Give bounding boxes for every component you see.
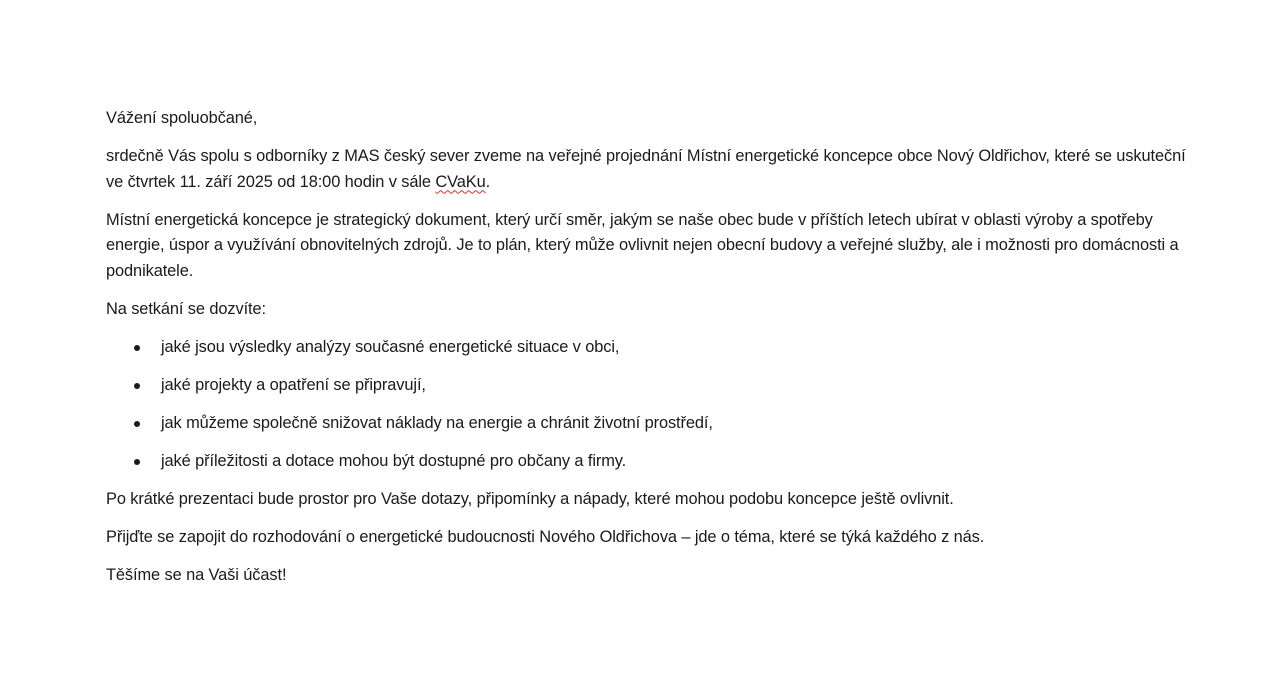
list-item-text: jak můžeme společně snižovat náklady na energie a chránit životní prostředí,	[161, 413, 713, 432]
bullet-icon	[134, 345, 140, 351]
closing-paragraph: Těšíme se na Vaši účast!	[106, 565, 287, 584]
spellcheck-flagged-word[interactable]: CVaKu	[435, 172, 486, 191]
bullet-icon	[134, 421, 140, 427]
bullet-icon	[134, 459, 140, 465]
intro-end: .	[485, 172, 491, 191]
greeting-paragraph: Vážení spoluobčané,	[106, 109, 258, 127]
list-item-text: jaké jsou výsledky analýzy současné energetické situace v obci,	[161, 337, 620, 356]
list-item-text: jaké projekty a opatření se připravují,	[161, 375, 426, 394]
bullet-list	[106, 335, 1186, 475]
intro-text: srdečně Vás spolu s odborníky z MAS český sever zveme na veřejné projednání Místní energetické koncepce obce Nový Oldřichov, které se uskuteční ve čtvrtek 11. září 2025 od 18:00 hodin v sále	[106, 147, 1186, 191]
list-item	[106, 411, 1186, 437]
document-page	[106, 106, 1186, 601]
intro-paragraph	[106, 144, 1186, 195]
list-item	[106, 373, 1186, 399]
after-presentation-paragraph: Po krátké prezentaci bude prostor pro Vaše dotazy, připomínky a nápady, které mohou podobu koncepce ještě ovlivnit.	[106, 489, 954, 508]
list-item-text: jaké příležitosti a dotace mohou být dostupné pro občany a firmy.	[161, 451, 627, 470]
list-item	[106, 335, 1186, 361]
bullet-icon	[134, 383, 140, 389]
invitation-paragraph: Přijďte se zapojit do rozhodování o energetické budoucnosti Nového Oldřichova – jde o téma, které se týká každého z nás.	[106, 527, 985, 546]
list-intro-paragraph: Na setkání se dozvíte:	[106, 299, 266, 318]
list-item	[106, 449, 1186, 475]
concept-paragraph: Místní energetická koncepce je strategický dokument, který určí směr, jakým se naše obec bude v příštích letech ubírat v oblasti výroby a spotřeby energie, úspor a využívání obnovitelných zdrojů. Je to plán, který může ovlivnit nejen obecní budovy a veřejné služby, ale i možnosti pro domácnosti a podnikatele.	[106, 210, 1179, 280]
